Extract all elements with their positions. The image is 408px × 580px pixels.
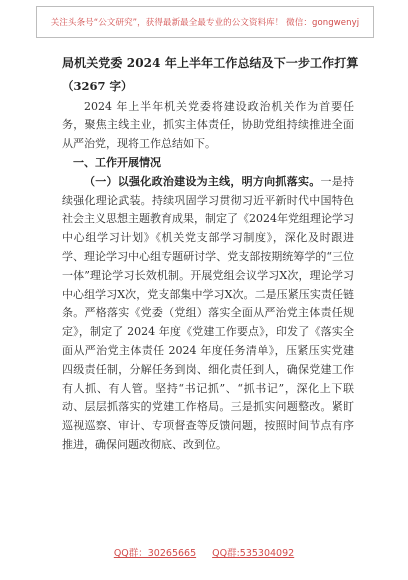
subsection-body: 一是持续强化理论武装。持续巩固学习贯彻习近平新时代中国特色社会主义思想主题教育成果，制定了《2024年党组理论学习中心组学习计划》《机关党支部学习制度》，深化及时跟进学、理论学习中心组专题研讨学、党支部按期统筹学的“三位一体”理论学习长效机制。开展党组会议学习X次，理论学习中心组学习X次，党支部集中学习X次。二是压紧压实责任链条。严格落实《党委（党组）落实全面从严治党主体责任规定》，制定了 2024 年度《党建工作要点》，印发了《落实全面从严治党主体责任 2024 年度任务清单》，压紧压实党建四级责任制，分解任务到岗、细化责任到人，确保党建工作有人抓、有人管。坚持“书记抓”、“抓书记”，深化上下联动、层层抓落实的党建工作格局。三是抓实问题整改。紧盯巡视巡察、审计、专项督查等反馈问题，按照时间节点有序推进，确保问题改彻底、改到位。 <box>62 174 355 451</box>
subsection-paragraph <box>62 173 354 455</box>
word-count: （3267 字） <box>62 78 133 93</box>
subsection-heading: （一）以强化政治建设为主线，明方向抓落实。 <box>84 174 321 188</box>
document-title: 局机关党委 2024 年上半年工作总结及下一步工作打算 <box>62 56 359 70</box>
header-banner: 关注头条号“公文研究”，获得最新最全最专业的公文资料库！ 微信：gongwenyj <box>36 6 374 38</box>
section-heading: 一、工作开展情况 <box>73 155 161 169</box>
qq-group-link-1[interactable]: QQ群：30265665 <box>113 548 197 559</box>
intro-paragraph: 2024 年上半年机关党委将建设政治机关作为首要任务，聚焦主线主业，抓实主体责任，协助党组持续推进全面从严治党，现将工作总结如下。 <box>62 99 354 151</box>
qq-group-link-2[interactable]: QQ群:535304092 <box>212 548 295 559</box>
document-body <box>62 54 359 455</box>
footer-links <box>0 545 408 559</box>
